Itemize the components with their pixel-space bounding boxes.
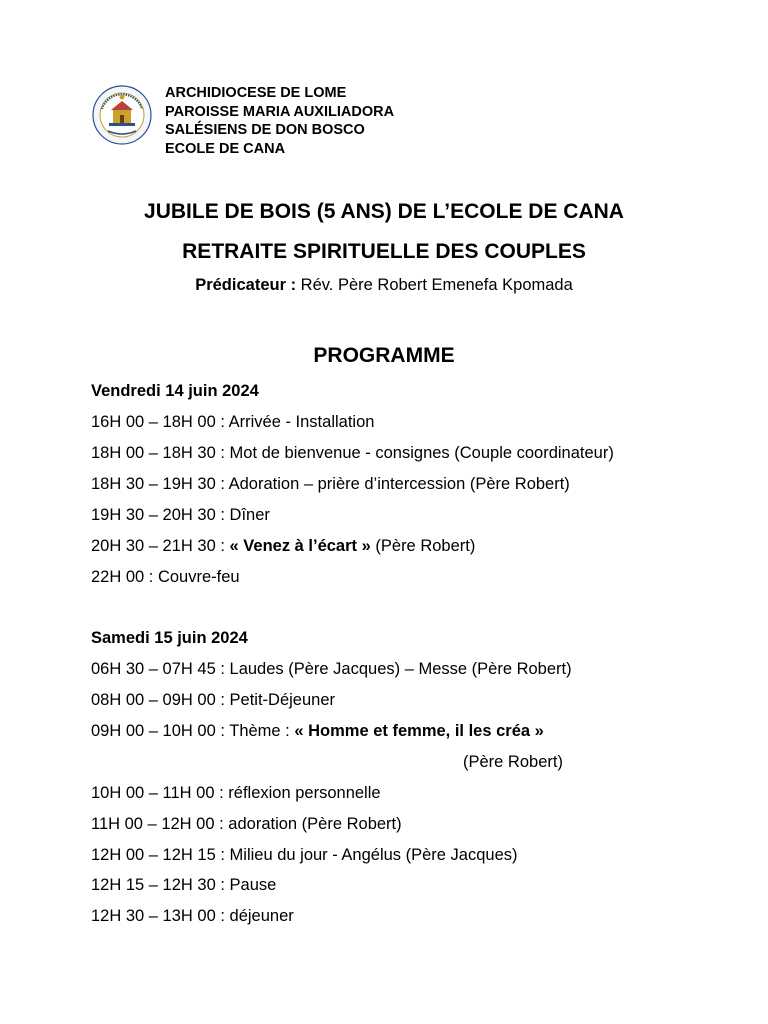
organization-lines [165,84,394,158]
schedule-item [91,907,294,926]
item-text: (Père Robert) [375,537,476,555]
item-prefix: Thème : [229,722,290,740]
item-text: adoration (Père Robert) [228,815,402,833]
item-text: Pause [229,876,277,894]
item-time: 12H 15 – 12H 30 : [91,876,225,894]
schedule-item [91,846,518,865]
item-time: 19H 30 – 20H 30 : [91,506,225,524]
schedule-item [91,444,614,463]
item-theme: « Homme et femme, il les créa » [294,722,544,740]
preacher-line [0,276,768,295]
preacher-label: Prédicateur : [195,276,297,294]
letterhead [92,84,394,158]
item-text: déjeuner [229,907,294,925]
day2-heading: Samedi 15 juin 2024 [91,629,248,647]
item-text: Arrivée - Installation [228,413,375,431]
item-time: 16H 00 – 18H 00 : [91,413,225,431]
item-text: Couvre-feu [157,568,240,586]
jubilee-title: JUBILE DE BOIS (5 ANS) DE L’ECOLE DE CANA [144,200,624,223]
item-text: Adoration – prière d’intercession (Père Robert) [228,475,570,493]
item-text: Dîner [229,506,270,524]
item-text: réflexion personnelle [228,784,381,802]
item-time: 20H 30 – 21H 30 : [91,537,225,555]
theme-speaker: (Père Robert) [463,753,563,771]
item-time: 08H 00 – 09H 00 : [91,691,225,709]
schedule-item [91,568,240,587]
programme-heading: PROGRAMME [313,344,455,367]
retreat-title: RETRAITE SPIRITUELLE DES COUPLES [182,240,586,263]
schedule-item [91,876,276,895]
item-theme: « Venez à l’écart » [229,537,371,555]
schedule-item [91,660,572,679]
item-time: 12H 30 – 13H 00 : [91,907,225,925]
schedule-item [91,506,270,525]
preacher-title: Rév. [300,276,334,294]
item-time: 11H 00 – 12H 00 : [91,815,224,833]
item-time: 12H 00 – 12H 15 : [91,846,225,864]
item-time: 09H 00 – 10H 00 : [91,722,225,740]
org-line-3: SALÉSIENS DE DON BOSCO [165,122,365,138]
item-text: Petit-Déjeuner [229,691,336,709]
schedule-item [91,722,544,741]
item-time: 18H 00 – 18H 30 : [91,444,225,462]
item-time: 10H 00 – 11H 00 : [91,784,224,802]
parish-logo [92,85,152,145]
schedule-item [91,691,335,710]
preacher-name: Père Robert Emenefa Kpomada [337,276,573,294]
org-line-1: ARCHIDIOCESE DE LOME [165,85,347,101]
org-line-2: PAROISSE MARIA AUXILIADORA [165,103,395,120]
schedule-item [91,784,381,803]
item-text: Laudes (Père Jacques) – Messe (Père Robert) [229,660,572,678]
day1-heading: Vendredi 14 juin 2024 [91,382,259,400]
item-time: 22H 00 : [91,568,154,586]
item-text: Milieu du jour - Angélus (Père Jacques) [229,846,518,864]
item-time: 18H 30 – 19H 30 : [91,475,225,493]
schedule-item [91,475,570,494]
item-text: Mot de bienvenue - consignes (Couple coordinateur) [229,444,614,462]
item-time: 06H 30 – 07H 45 : [91,660,225,678]
org-line-4: ECOLE DE CANA [165,140,286,157]
schedule-item [91,413,374,432]
schedule-item [91,815,402,834]
schedule-item [91,537,475,556]
